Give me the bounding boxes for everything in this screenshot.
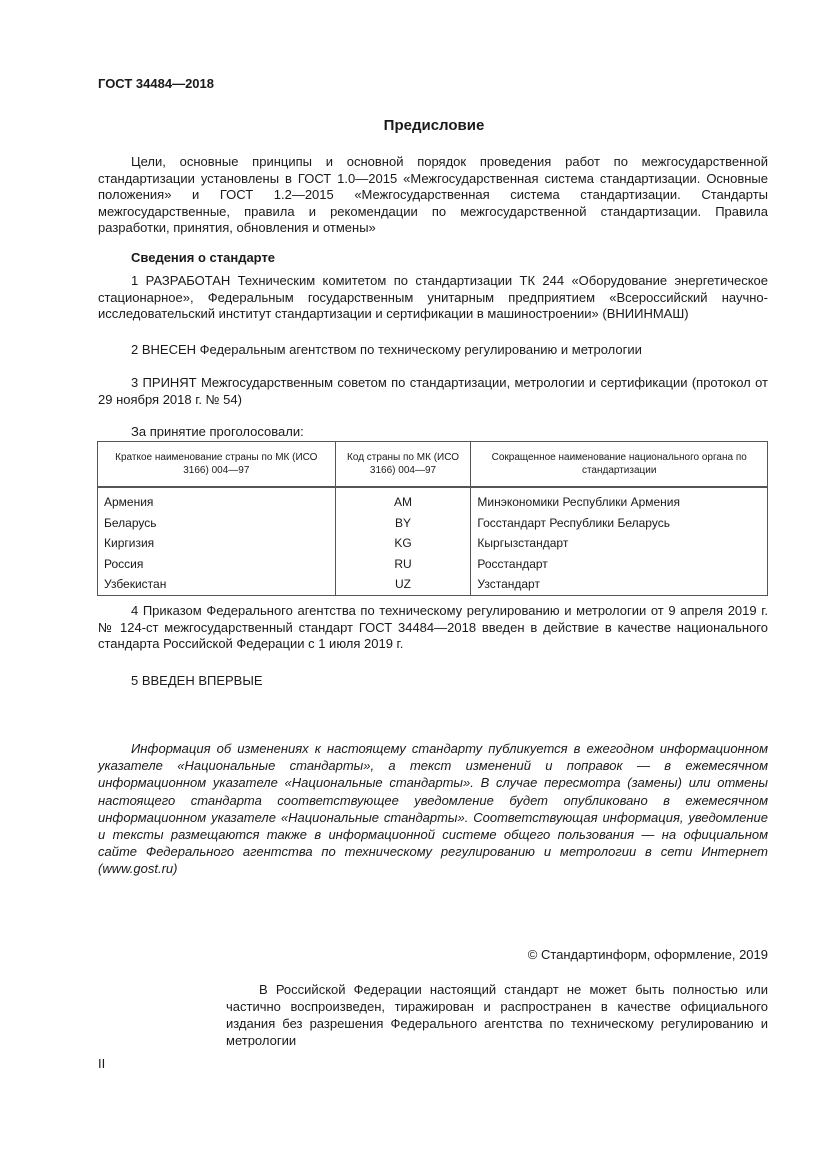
- info-heading: Сведения о стандарте: [131, 250, 276, 265]
- rights-notice: В Российской Федерации настоящий стандарт не может быть полностью или частично воспроизведен, тиражирован и распространен в качестве официального издания без разрешения Федерального агентства по техническому регулированию и метрологии: [226, 982, 768, 1048]
- copyright-line: © Стандартинформ, оформление, 2019: [527, 947, 768, 962]
- table-row: [98, 533, 768, 554]
- code-cell: AM: [335, 487, 471, 513]
- item-developed: 1 РАЗРАБОТАН Техническим комитетом по стандартизации ТК 244 «Оборудование энергетическое стационарное», Федеральным государственным унитарным предприятием «Всероссийский научно-исследовательский институт стандартизации и сертификации в машиностроении» (ВНИИНМАШ): [98, 273, 768, 322]
- item-adopted: 3 ПРИНЯТ Межгосударственным советом по стандартизации, метрологии и сертификации (протокол от 29 ноября 2018 г. № 54): [98, 375, 768, 407]
- body-cell: Узстандарт: [471, 574, 768, 595]
- column-header-body: Сокращенное наименование национального органа по стандартизации: [471, 442, 768, 488]
- changes-info: Информация об изменениях к настоящему стандарту публикуется в ежегодном информационном указателе «Национальные стандарты», а текст изменений и поправок — в ежемесячном информационном указателе «Национальные стандарты». В случае пересмотра (замены) или отмены настоящего стандарта соответствующее уведомление будет опубликовано в ежемесячном информационном указателе «Национальные стандарты». Соответствующая информация, уведомление и тексты размещаются также в информационной системе общего пользования — на официальном сайте Федерального агентства по техническому регулированию и метрологии в сети Интернет (www.gost.ru): [98, 741, 768, 877]
- code-cell: RU: [335, 554, 471, 575]
- item-enacted: 4 Приказом Федерального агентства по техническому регулированию и метрологии от 9 апреля 2019 г. № 124-ст межгосударственный стандарт ГОСТ 34484—2018 введен в действие в качестве национального стандарта Российской Федерации с 1 июля 2019 г.: [98, 603, 768, 652]
- body-cell: Минэкономики Республики Армения: [471, 487, 768, 513]
- table-header-row: [98, 442, 768, 488]
- body-cell: Кыргызстандарт: [471, 533, 768, 554]
- country-cell: Россия: [98, 554, 336, 575]
- document-code: ГОСТ 34484—2018: [98, 76, 214, 91]
- table-row: [98, 554, 768, 575]
- page-title: Предисловие: [383, 117, 485, 134]
- column-header-country: Краткое наименование страны по МК (ИСО 3166) 004—97: [98, 442, 336, 488]
- table-row: [98, 513, 768, 534]
- intro-paragraph: Цели, основные принципы и основной порядок проведения работ по межгосударственной стандартизации установлены в ГОСТ 1.0—2015 «Межгосударственная система стандартизации. Основные положения» и ГОСТ 1.2—2015 «Межгосударственная система стандартизации. Стандарты межгосударственные, правила и рекомендации по межгосударственной стандартизации. Правила разработки, принятия, обновления и отмены»: [98, 154, 768, 236]
- body-cell: Госстандарт Республики Беларусь: [471, 513, 768, 534]
- table-row: [98, 574, 768, 595]
- page-number: II: [98, 1056, 106, 1071]
- table-row: [98, 487, 768, 513]
- body-cell: Росстандарт: [471, 554, 768, 575]
- code-cell: KG: [335, 533, 471, 554]
- votes-table: [97, 441, 768, 596]
- country-cell: Киргизия: [98, 533, 336, 554]
- item-first-introduced: 5 ВВЕДЕН ВПЕРВЫЕ: [131, 673, 263, 688]
- code-cell: BY: [335, 513, 471, 534]
- country-cell: Армения: [98, 487, 336, 513]
- column-header-code: Код страны по МК (ИСО 3166) 004—97: [335, 442, 471, 488]
- code-cell: UZ: [335, 574, 471, 595]
- vote-intro: За принятие проголосовали:: [131, 424, 304, 439]
- country-cell: Беларусь: [98, 513, 336, 534]
- item-submitted: 2 ВНЕСЕН Федеральным агентством по техническому регулированию и метрологии: [131, 342, 642, 357]
- country-cell: Узбекистан: [98, 574, 336, 595]
